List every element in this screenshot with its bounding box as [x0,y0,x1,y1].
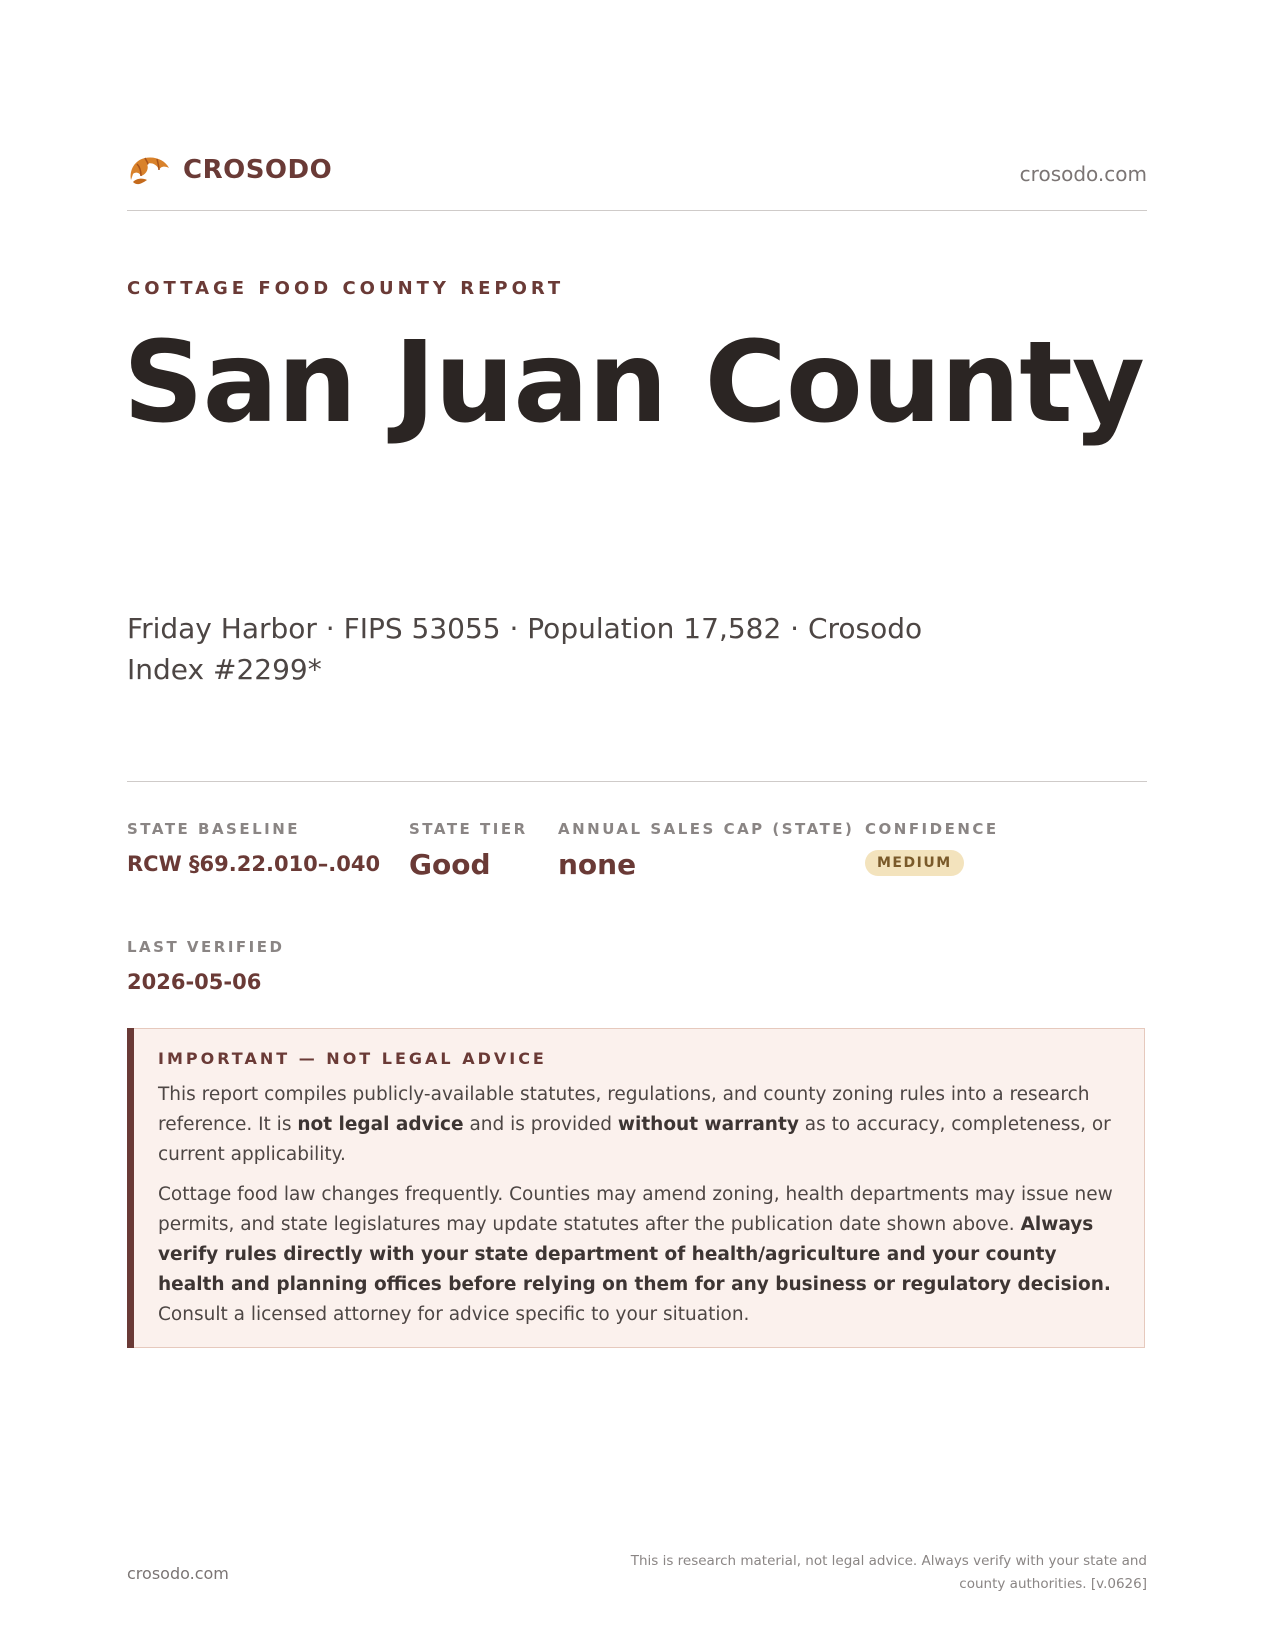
confidence-badge: MEDIUM [865,850,964,876]
footer-disclaimer: This is research material, not legal advice. Always verify with your state and county authorities. [v.0626] [630,1553,1147,1592]
notice-paragraph [158,1180,1118,1330]
meta-value: 2026-05-06 [127,970,262,994]
meta-sales-cap [558,820,854,881]
meta-state-tier [409,820,528,881]
meta-label: ANNUAL SALES CAP (STATE) [558,820,855,838]
meta-value: Good [409,848,491,881]
report-page [123,0,1147,1650]
notice-text: as to accuracy, completeness, or current applicability. [158,1114,1111,1165]
page-title: San Juan County [123,318,1144,448]
report-eyebrow: COTTAGE FOOD COUNTY REPORT [127,278,565,299]
notice-title: IMPORTANT — NOT LEGAL ADVICE [158,1049,547,1068]
footer-site[interactable]: crosodo.com [127,1564,229,1583]
meta-label: LAST VERIFIED [127,938,285,956]
brand-name: CROSODO [183,155,333,185]
notice-text: Cottage food law changes frequently. Counties may amend zoning, health departments may issue new permits, and state legislatures may update statutes after the publication date shown above. [158,1184,1113,1235]
site-url[interactable]: crosodo.com [1019,162,1147,186]
notice-emphasis: Always verify rules directly with your state department of health/agriculture and your county health and planning offices before relying on them for any business or regulatory decision. [158,1214,1111,1295]
notice-emphasis: without warranty [617,1114,799,1135]
meta-label: STATE BASELINE [127,820,301,838]
meta-last-verified [127,938,284,994]
notice-paragraph [158,1080,1118,1170]
notice-text: This report compiles publicly-available statutes, regulations, and county zoning rules into a research reference. It is [158,1084,1090,1135]
meta-state-baseline [127,820,380,876]
report-subtitle: Friday Harbor · FIPS 53055 · Population 17,582 · Crosodo Index #2299* [127,612,923,686]
croissant-icon [127,150,171,190]
notice-text: Consult a licensed attorney for advice specific to your situation. [158,1304,750,1325]
meta-label: CONFIDENCE [865,820,999,838]
section-divider [127,781,1147,782]
brand [127,150,332,190]
meta-value: RCW §69.22.010–.040 [127,852,381,876]
meta-confidence [865,820,999,876]
notice-emphasis: not legal advice [297,1114,464,1135]
meta-value: none [558,848,637,881]
meta-label: STATE TIER [409,820,528,838]
page-header [127,150,1147,211]
legal-notice [127,1028,1145,1348]
notice-accent-bar [127,1028,134,1348]
notice-text: and is provided [463,1114,618,1135]
